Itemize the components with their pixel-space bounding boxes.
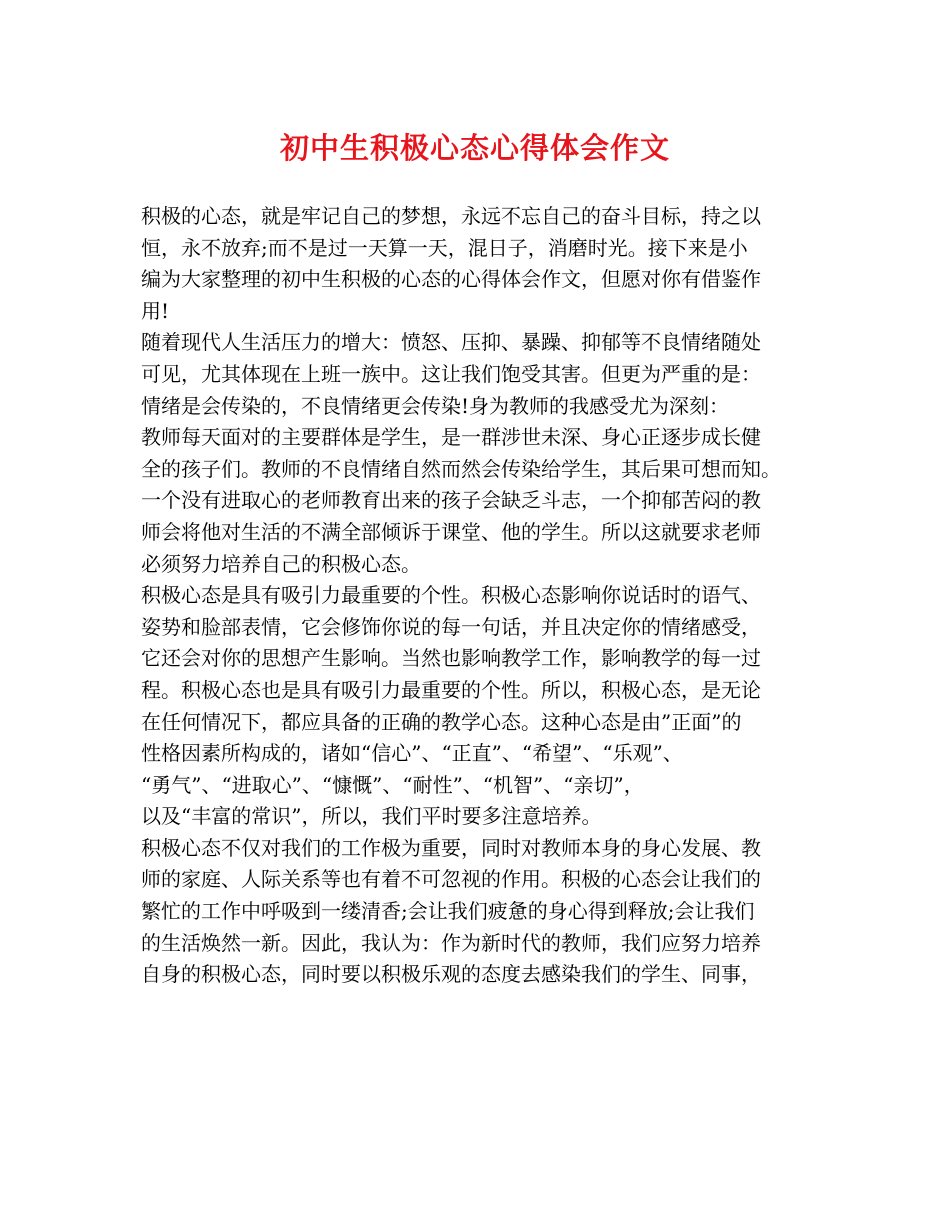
text-line: 情绪是会传染的，不良情绪更会传染!身为教师的我感受尤为深刻： (141, 393, 730, 418)
text-line: 程。积极心态也是具有吸引力最重要的个性。所以，积极心态，是无论 (141, 677, 761, 702)
text-line: 用! (141, 298, 170, 323)
text-line: 繁忙的工作中呼吸到一缕清香;会让我们疲惫的身心得到释放;会让我们 (141, 899, 755, 924)
text-line: 恒，永不放弃;而不是过一天算一天，混日子，消磨时光。接下来是小 (141, 235, 748, 260)
text-line: 在任何情况下，都应具备的正确的教学心态。这种心态是由”正面”的 (141, 709, 742, 734)
document-title: 初中生积极心态心得体会作文 (279, 131, 670, 165)
text-line: 师会将他对生活的不满全部倾诉于课堂、他的学生。所以这就要求老师 (141, 519, 761, 544)
text-line: 全的孩子们。教师的不良情绪自然而然会传染给学生，其后果可想而知。 (141, 456, 781, 481)
text-line: 性格因素所构成的，诸如“信心”、“正直”、“希望”、“乐观”、 (141, 741, 683, 766)
text-line: 积极的心态，就是牢记自己的梦想，永远不忘自己的奋斗目标，持之以 (141, 204, 761, 228)
text-line: 的生活焕然一新。因此，我认为：作为新时代的教师，我们应努力培养 (141, 930, 761, 955)
text-line: 以及“丰富的常识”，所以，我们平时要多注意培养。 (141, 804, 602, 829)
document-body (141, 201, 831, 991)
text-line: 可见，尤其体现在上班一族中。这让我们饱受其害。但更为严重的是： (141, 361, 761, 386)
text-line: 积极心态是具有吸引力最重要的个性。积极心态影响你说话时的语气、 (141, 583, 761, 608)
text-line: 积极心态不仅对我们的工作极为重要，同时对教师本身的身心发展、教 (141, 835, 761, 860)
text-line: 它还会对你的思想产生影响。当然也影响教学工作，影响教学的每一过 (141, 646, 761, 671)
text-line: 自身的积极心态，同时要以积极乐观的态度去感染我们的学生、同事， (141, 962, 761, 987)
text-line: 编为大家整理的初中生积极的心态的心得体会作文，但愿对你有借鉴作 (141, 267, 761, 292)
text-line: 师的家庭、人际关系等也有着不可忽视的作用。积极的心态会让我们的 (141, 867, 761, 892)
text-line: “勇气”、“进取心”、“慷慨”、“耐性”、“机智”、“亲切”， (141, 772, 644, 797)
text-line: 一个没有进取心的老师教育出来的孩子会缺乏斗志，一个抑郁苦闷的教 (141, 488, 761, 513)
text-line: 姿势和脸部表情，它会修饰你说的每一句话，并且决定你的情绪感受， (141, 614, 761, 639)
text-line: 教师每天面对的主要群体是学生，是一群涉世未深、身心正逐步成长健 (141, 425, 761, 450)
text-line: 随着现代人生活压力的增大：愤怒、压抑、暴躁、抑郁等不良情绪随处 (141, 330, 761, 355)
text-line: 必须努力培养自己的积极心态。 (141, 551, 421, 576)
